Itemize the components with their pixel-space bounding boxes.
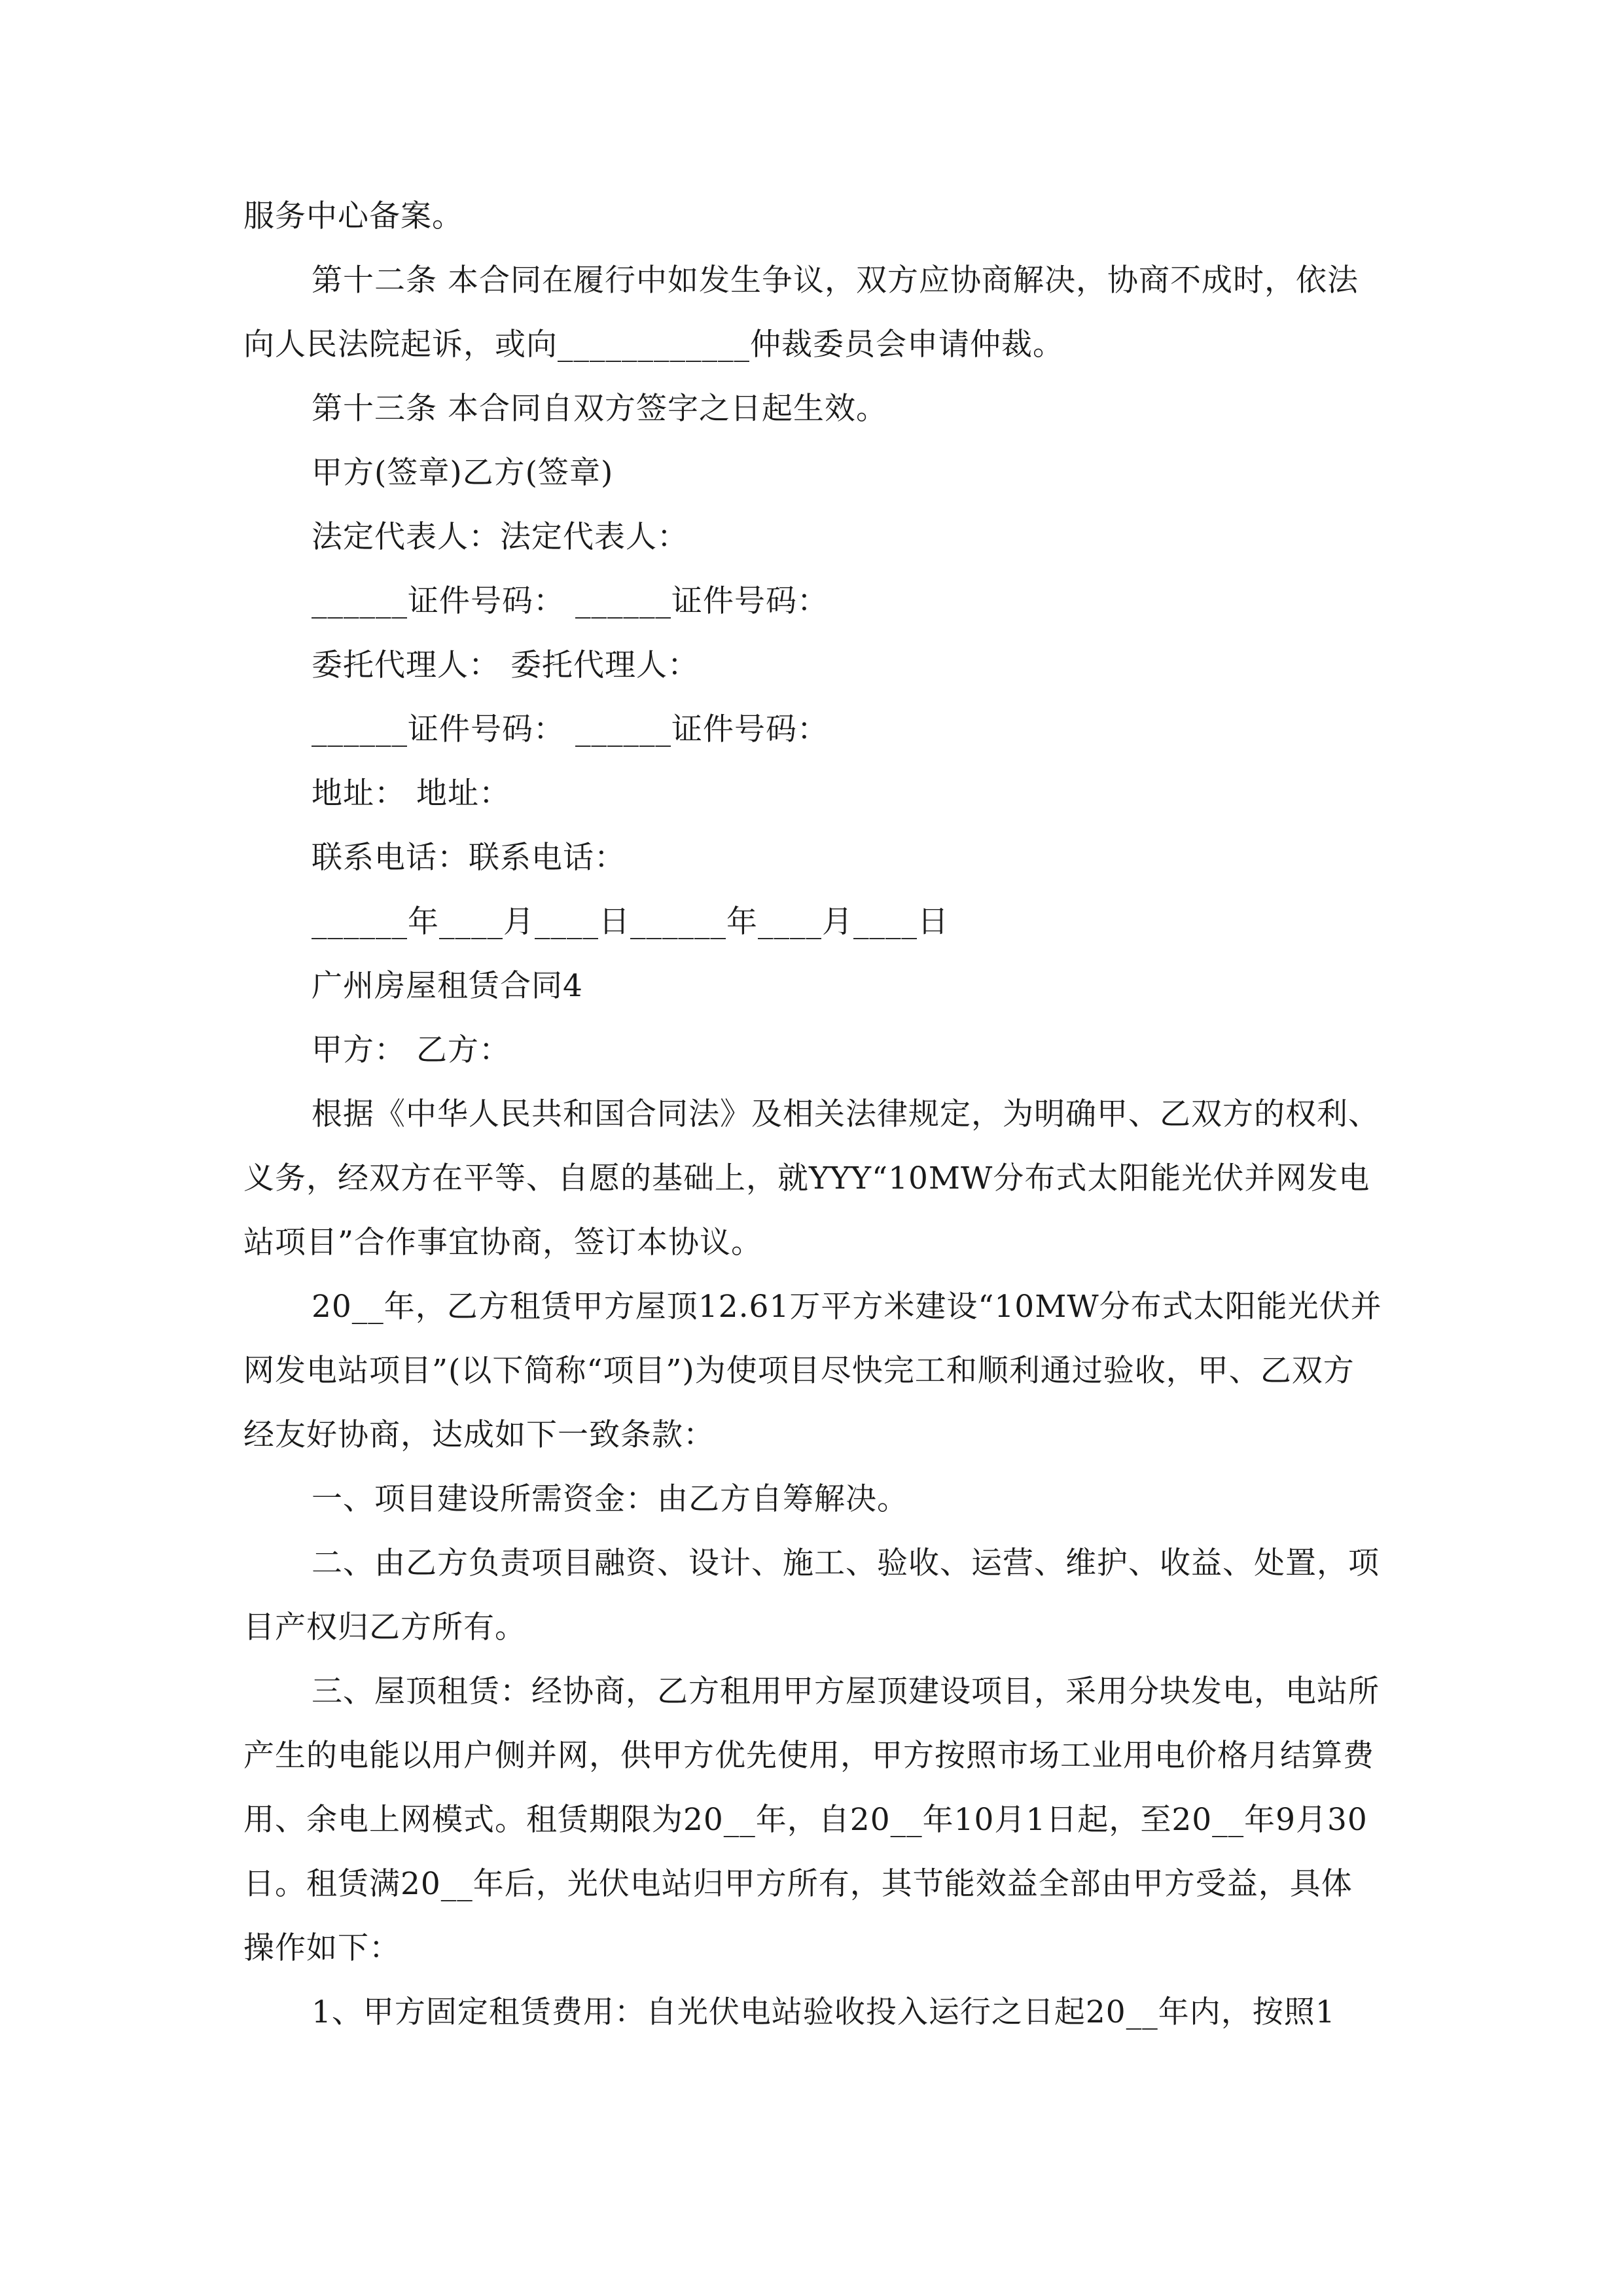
signature-line: ______证件号码： ______证件号码： [312, 711, 829, 747]
date-line: ______年____月____日______年____月____日 [312, 904, 949, 940]
signature-line: 甲方(签章)乙方(签章) [312, 455, 614, 491]
paragraph: 根据《中华人民共和国合同法》及相关法律规定，为明确甲、乙双方的权利、义务，经双方在平等、自愿的基础上，就YYY“10MW分布式太阳能光伏并网发电站项目”合作事宜协商，签订本协议。 [243, 1096, 1380, 1261]
section-title: 广州房屋租赁合同4 [312, 968, 583, 1004]
signature-line: 联系电话：联系电话： [312, 840, 626, 876]
clause: 三、屋顶租赁：经协商，乙方租用甲方屋顶建设项目，采用分块发电，电站所产生的电能以用户侧并网，供甲方优先使用，甲方按照市场工业用电价格月结算费用、余电上网模式。租赁期限为20__年，自20__年10月1日起，至20__年9月30日。租赁满20__年后，光伏电站归甲方所有，其节能效益全部由甲方受益，具体操作如下： [243, 1674, 1380, 1966]
paragraph: 第十二条 本合同在履行中如发生争议，双方应协商解决，协商不成时，依法向人民法院起诉，或向____________仲裁委员会申请仲裁。 [243, 262, 1359, 363]
paragraph: 20__年，乙方租赁甲方屋顶12.61万平方米建设“10MW分布式太阳能光伏并网发电站项目”(以下简称“项目”)为使项目尽快完工和顺利通过验收，甲、乙双方经友好协商，达成如下一致条款： [243, 1289, 1382, 1453]
paragraph: 第十三条 本合同自双方签字之日起生效。 [312, 391, 887, 427]
clause: 二、由乙方负责项目融资、设计、施工、验收、运营、维护、收益、处置，项目产权归乙方所有。 [243, 1545, 1380, 1645]
signature-line: 法定代表人：法定代表人： [312, 519, 688, 555]
signature-line: ______证件号码： ______证件号码： [312, 583, 829, 619]
signature-line: 地址： 地址： [312, 776, 510, 812]
paragraph: 服务中心备案。 [243, 198, 463, 234]
clause: 1、甲方固定租赁费用：自光伏电站验收投入运行之日起20__年内，按照1 [312, 1994, 1336, 2030]
clause: 一、项目建设所需资金：由乙方自筹解决。 [312, 1481, 908, 1517]
parties-line: 甲方： 乙方： [312, 1032, 510, 1068]
document-body [243, 185, 1382, 2045]
signature-line: 委托代理人： 委托代理人： [312, 647, 699, 683]
